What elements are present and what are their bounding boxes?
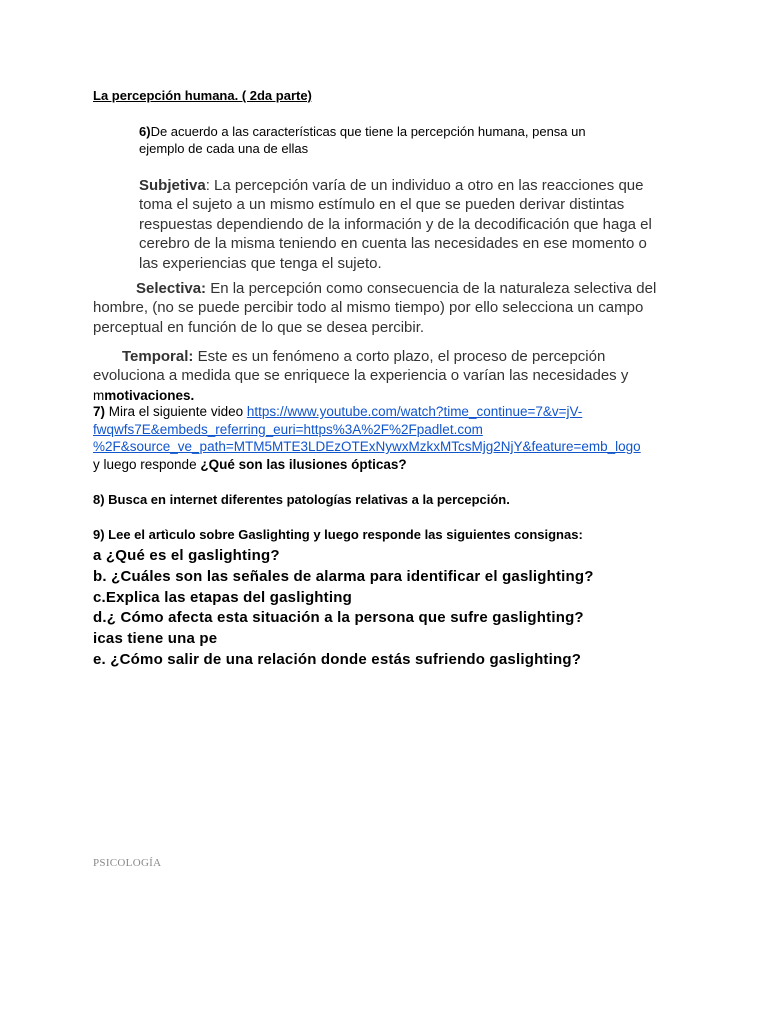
question-item: a ¿Qué es el gaslighting? <box>93 547 280 564</box>
question-7-after: y luego responde <box>93 456 201 472</box>
question-6 <box>139 123 586 157</box>
selectiva-line-1: En la percepción como consecuencia de la naturaleza selectiva del <box>206 280 657 297</box>
question-7 <box>93 403 641 473</box>
subjetiva-line-1: : La percepción varía de un individuo a otro en las reacciones que <box>205 177 644 194</box>
selectiva-line-2: hombre, (no se puede percibir todo al mismo tiempo) por ello selecciona un campo <box>93 299 644 317</box>
subjetiva-line-4: cerebro de la misma teniendo en cuenta las necesidades en ese momento o <box>139 235 647 253</box>
question-item-fragment: icas tiene una pe <box>93 630 218 648</box>
question-8: 8) Busca en internet diferentes patologías relativas a la percepción. <box>93 492 510 507</box>
selectiva-paragraph <box>93 279 656 337</box>
question-7-text: Mira el siguiente video <box>105 404 247 419</box>
gaslighting-questions <box>93 546 594 671</box>
temporal-label: Temporal: <box>122 348 194 365</box>
temporal-paragraph <box>93 347 628 405</box>
question-7-question: ¿Qué son las ilusiones ópticas? <box>200 456 407 472</box>
question-item: d.¿ Cómo afecta esta situación a la persona que sufre gaslighting? <box>93 609 584 627</box>
temporal-line-1: Este es un fenómeno a corto plazo, el proceso de percepción <box>193 348 606 365</box>
question-6-line-2: ejemplo de cada una de ellas <box>139 141 309 156</box>
video-link-line-3[interactable]: %2F&source_ve_path=MTM5MTE3LDEzOTExNywxMzkxMTcsMjg2NjY&feature=emb_logo <box>93 439 641 454</box>
selectiva-line-3: perceptual en función de lo que se desea percibir. <box>93 318 425 336</box>
video-link-line-2[interactable]: fwqwfs7E&embeds_referring_euri=https%3A%2F%2Fpadlet.com <box>93 421 483 437</box>
subjetiva-paragraph <box>139 176 652 273</box>
question-7-number: 7) <box>93 404 106 419</box>
question-9: 9) Lee el artìculo sobre Gaslighting y luego responde las siguientes consignas: <box>93 527 583 542</box>
video-link-line-1[interactable]: https://www.youtube.com/watch?time_continue=7&v=jV- <box>246 404 583 419</box>
temporal-line-2: evoluciona a medida que se enriquece la experiencia o varían las necesidades y <box>93 367 629 385</box>
selectiva-label: Selectiva: <box>136 280 207 297</box>
subjetiva-line-2: toma el sujeto a un mismo estímulo en el que se pueden derivar distintas <box>139 196 625 214</box>
question-item: e. ¿Cómo salir de una relación donde estás sufriendo gaslighting? <box>93 650 582 668</box>
question-item: b. ¿Cuáles son las señales de alarma para identificar el gaslighting? <box>93 567 594 585</box>
subjetiva-label: Subjetiva <box>139 177 206 194</box>
question-item: c.Explica las etapas del gaslighting <box>93 588 352 606</box>
question-6-number: 6) <box>139 124 151 139</box>
temporal-line-3-prefix: m <box>93 387 105 403</box>
footer-label: PSICOLOGÍA <box>93 857 162 869</box>
subjetiva-line-5: las experiencias que tenga el sujeto. <box>139 254 382 272</box>
question-6-line-1: De acuerdo a las características que tiene la percepción humana, pensa un <box>150 124 586 139</box>
temporal-line-3-bold: motivaciones. <box>104 387 195 403</box>
subjetiva-line-3: respuestas dependiendo de la información y de la decodificación que haga el <box>139 215 652 233</box>
page-title: La percepción humana. ( 2da parte) <box>93 88 312 103</box>
